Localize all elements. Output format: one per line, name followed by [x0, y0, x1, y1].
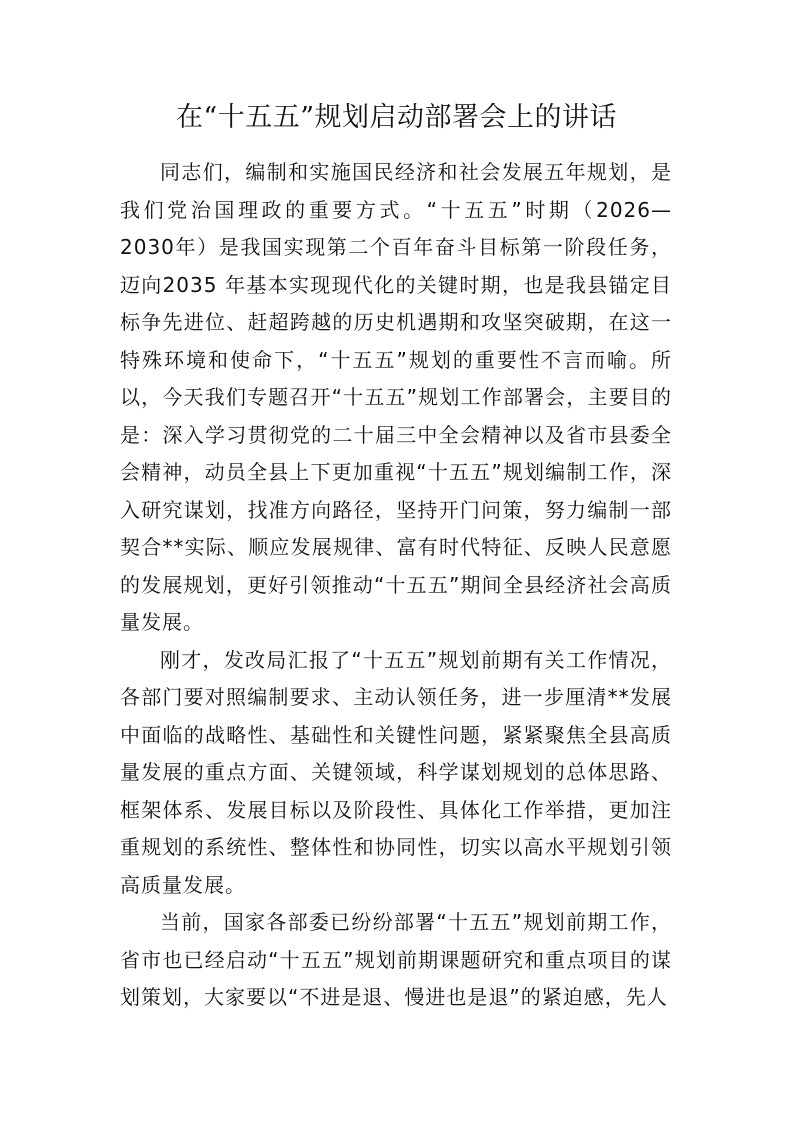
document-body	[120, 154, 672, 1017]
paragraph-report: 刚才，发改局汇报了“十五五”规划前期有关工作情况，各部门要对照编制要求、主动认领任务，进一步厘清**发展中面临的战略性、基础性和关键性问题，紧紧聚焦全县高质量发展的重点方面、关键领域，科学谋划规划的总体思路、框架体系、发展目标以及阶段性、具体化工作举措，更加注重规划的系统性、整体性和协同性，切实以高水平规划引领高质量发展。	[120, 647, 672, 897]
page-title: 在“十五五”规划启动部署会上的讲话	[175, 102, 618, 133]
paragraph-opening: 同志们，编制和实施国民经济和社会发展五年规划，是我们党治国理政的重要方式。“十五五”时期（2026—2030年）是我国实现第二个百年奋斗目标第一阶段任务，迈向2035 年基本实现现代化的关键时期，也是我县锚定目标争先进位、赶超跨越的历史机遇期和攻坚突破期，在这一特殊环境和使命下，“十五五”规划的重要性不言而喻。所以，今天我们专题召开“十五五”规划工作部署会，主要目的是：深入学习贯彻党的二十届三中全会精神以及省市县委全会精神，动员全县上下更加重视“十五五”规划编制工作，深入研究谋划，找准方向路径，坚持开门问策，努力编制一部契合**实际、顺应发展规律、富有时代特征、反映人民意愿的发展规划，更好引领推动“十五五”期间全县经济社会高质量发展。	[120, 160, 672, 634]
paragraph-current: 当前，国家各部委已纷纷部署“十五五”规划前期工作，省市也已经启动“十五五”规划前期课题研究和重点项目的谋划策划，大家要以“不进是退、慢进也是退”的紧迫感，先人	[120, 910, 672, 1009]
